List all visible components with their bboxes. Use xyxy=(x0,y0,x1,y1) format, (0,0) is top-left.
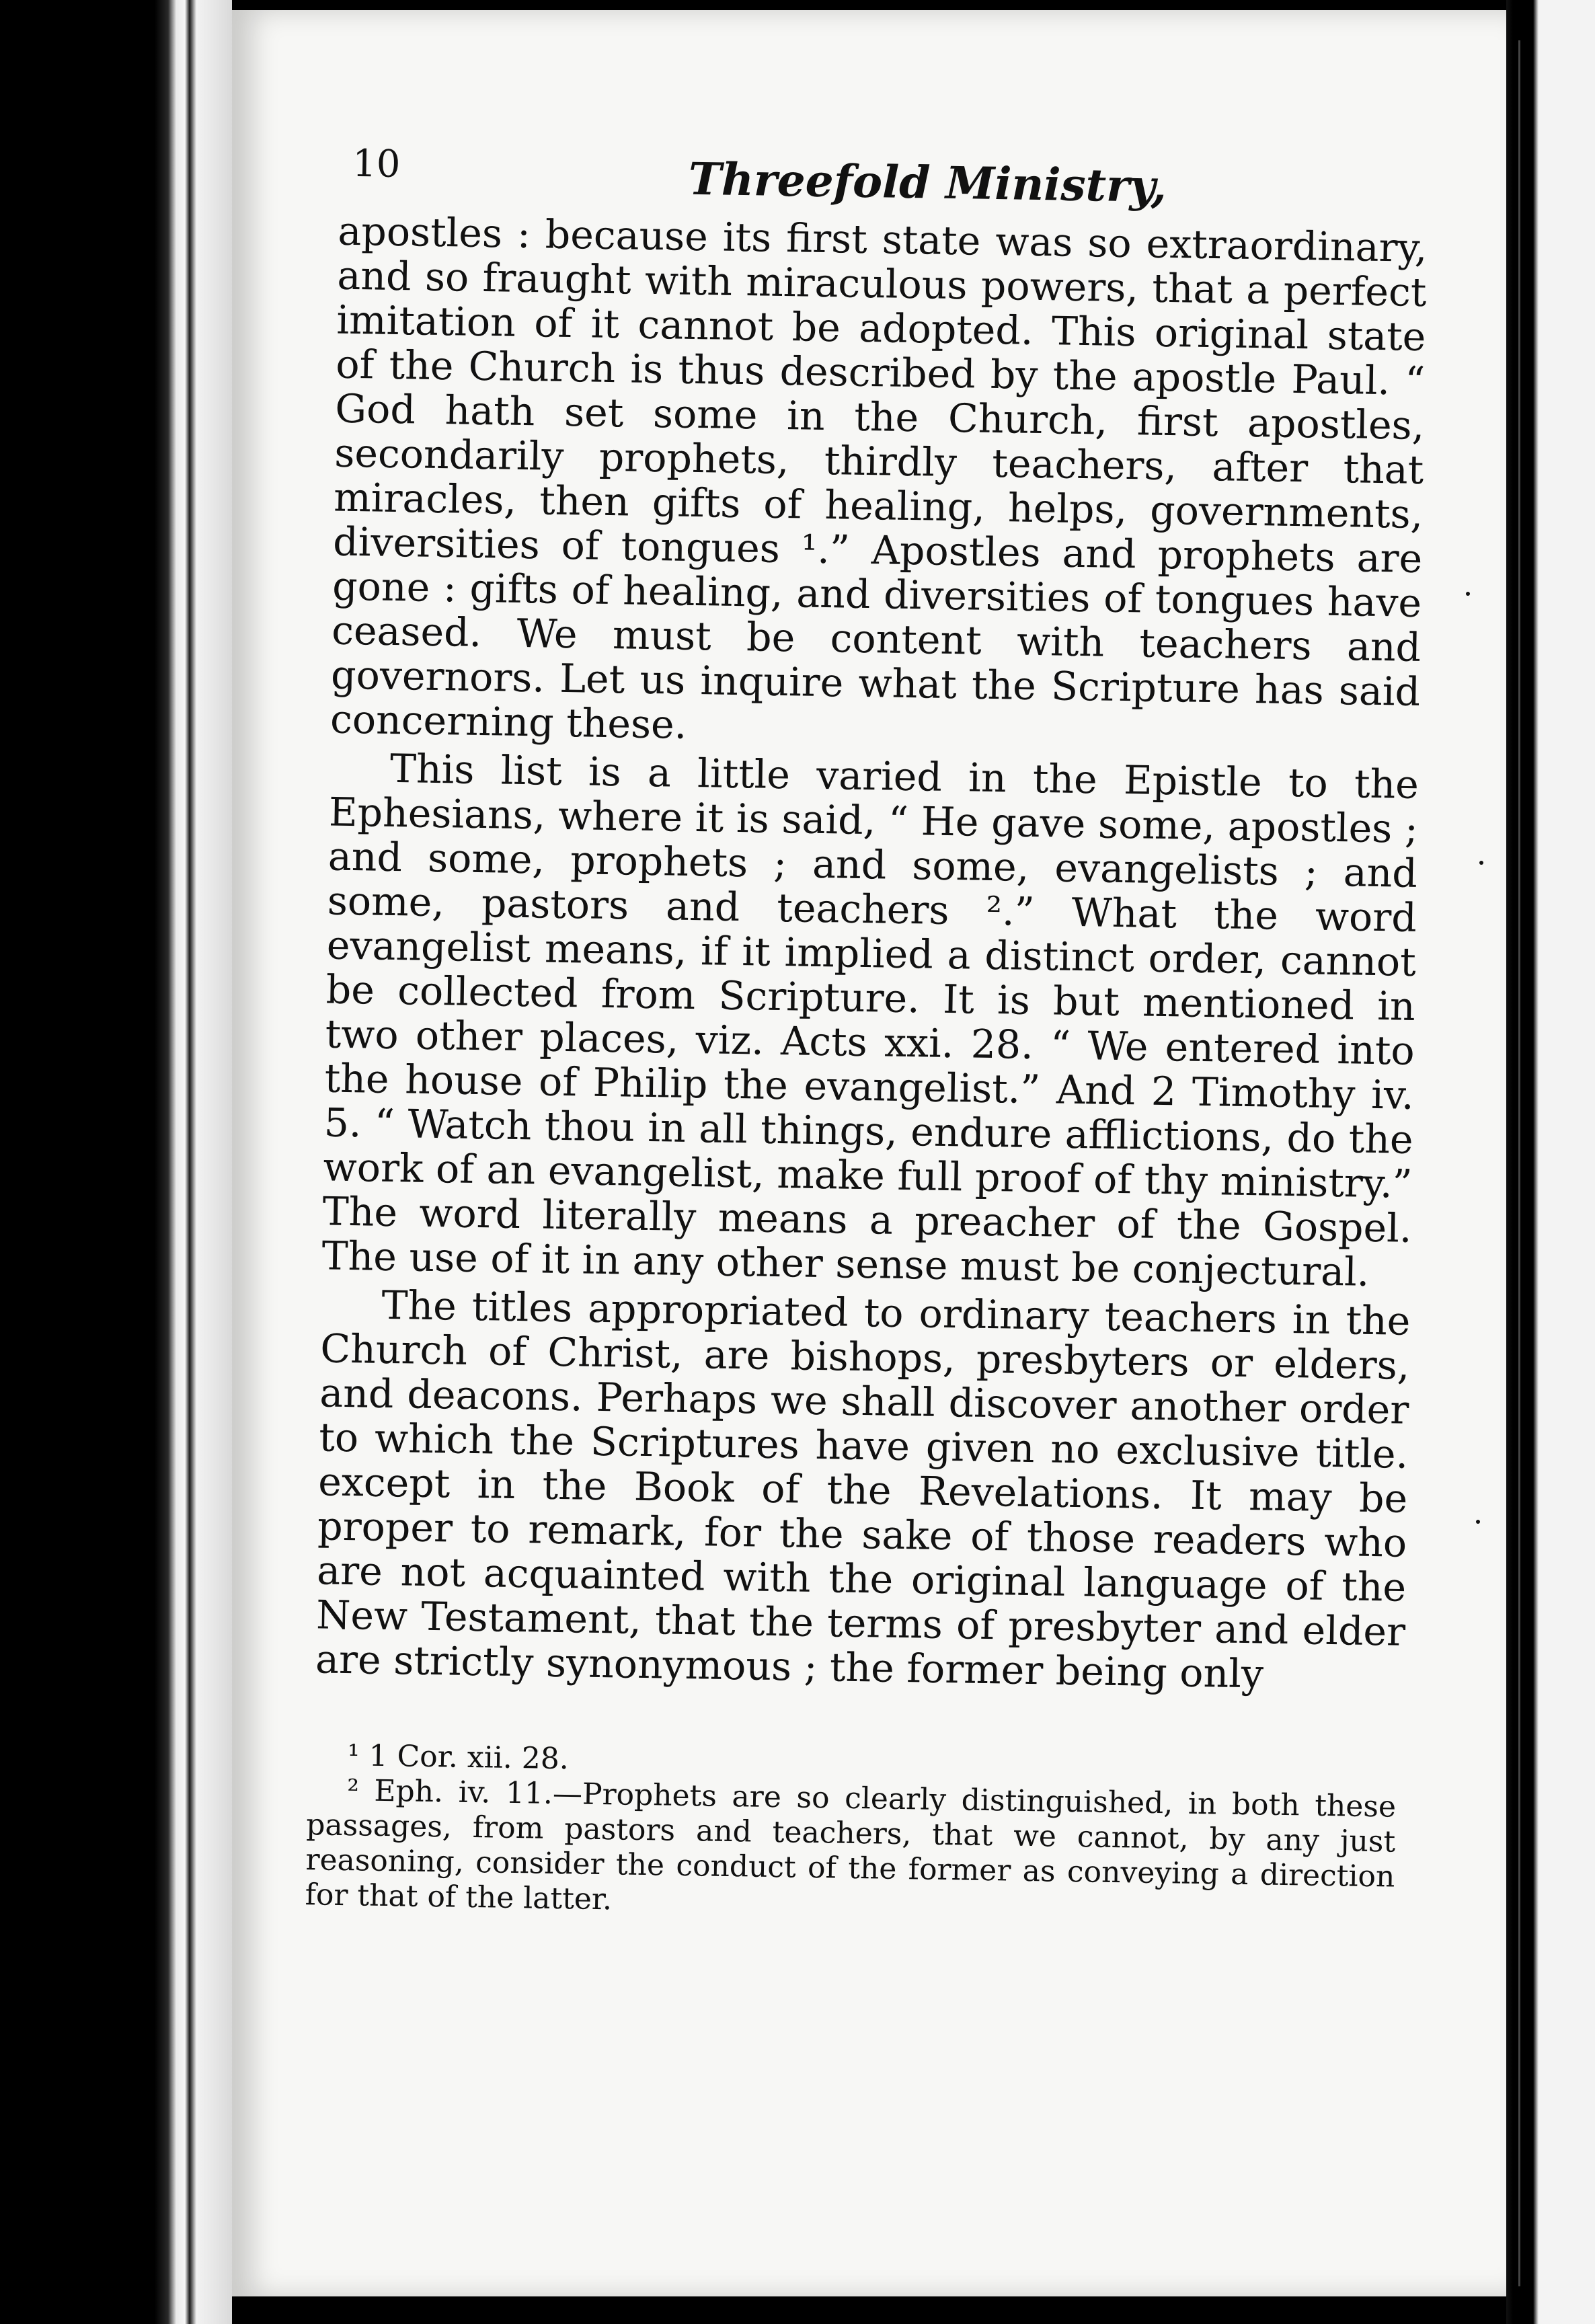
adjacent-page-edge xyxy=(1506,0,1595,2324)
footnote-2: ² Eph. iv. 11.—Prophets are so clearly distinguished, in both these passages, from pastors and teachers, that we cannot, by any just reasoning, consider the conduct of the former as conveying a direction for that of the latter. xyxy=(305,1773,1397,1917)
paragraph-3: The titles appropriated to ordinary teachers in the Church of Christ, are bishops, presbyters or elders, and deacons. Perhaps we shall discover another order to which the Scriptures have given no exclusive title. except in the Book of the Revelations. It may be proper to remark, for the sake of those readers who are not acquainted with the original language of the New Testament, that the terms of presbyter and elder are strictly synonymous ; the former being only xyxy=(315,1282,1411,1697)
scan-speck xyxy=(1479,861,1483,865)
paragraph-2: This list is a little varied in the Epistle to the Ephesians, where it is said, “ He gave some, apostles ; and some, prophets ; and some, evangelists ; and some, pastors and teachers ².” What the word evangelist means, if it implied a distinct order, cannot be collected from Scripture. It is but mentioned in two other places, viz. Acts xxi. 28. “ We entered into the house of Philip the evangelist.” And 2 Timothy iv. 5. “ Watch thou in all things, endure afflictions, do the work of an evangelist, make full proof of thy ministry.” The word literally means a preacher of the Gospel. The use of it in any other sense must be conjectural. xyxy=(321,745,1419,1295)
page-edge-line xyxy=(1518,40,1520,2286)
scan-speck xyxy=(1466,592,1470,596)
page-content xyxy=(284,128,1428,1930)
book-binding-edge xyxy=(0,0,232,2324)
scan-speck xyxy=(1476,1520,1480,1524)
running-title: Threefold Ministry, xyxy=(688,152,1167,212)
footnote-1: ¹ 1 Cor. xii. 28. xyxy=(347,1738,570,1777)
paragraph-1: apostles : because its first state was so extraordinary, and so fraught with miraculous powers, that a perfect imitation of it cannot be adopted. This original state of the Church is thus described by the apostle Paul. “ God hath set some in the Church, first apostles, secondarily prophets, thirdly teachers, after that miracles, then gifts of healing, helps, governments, diversities of tongues ¹.” Apostles and prophets are gone : gifts of healing, and diversities of tongues have ceased. We must be content with teachers and governors. Let us inquire what the Scripture has said concerning these. xyxy=(329,208,1428,748)
body-text xyxy=(315,209,1428,1699)
page-number: 10 xyxy=(352,141,401,187)
footnotes xyxy=(305,1738,1397,1929)
